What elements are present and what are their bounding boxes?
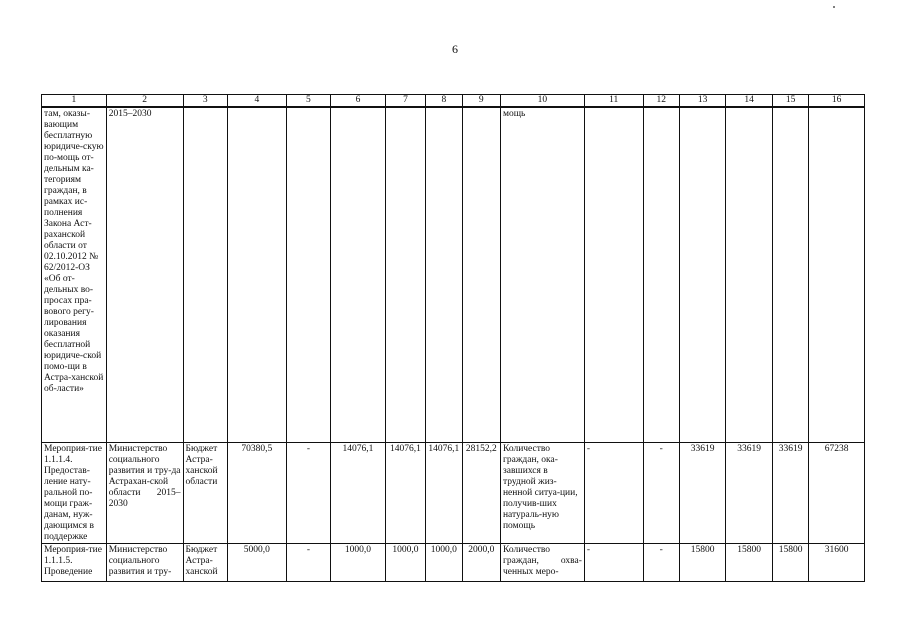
cell-measure: Мероприя-тие 1.1.1.5. Проведение — [42, 544, 107, 582]
cell-value: - — [643, 443, 679, 544]
column-header: 6 — [331, 95, 386, 108]
cell-source: Бюджет Астра-ханской области — [183, 443, 227, 544]
program-table — [41, 94, 865, 582]
cell-value: 15800 — [679, 544, 726, 582]
column-header: 7 — [385, 95, 425, 108]
column-header: 15 — [772, 95, 808, 108]
cell-value: 33619 — [772, 443, 808, 544]
cell-value: 1000,0 — [331, 544, 386, 582]
cell-value — [385, 107, 425, 443]
cell-value — [584, 107, 643, 443]
cell-executor: Министерство социального развития и тру- — [106, 544, 183, 582]
cell-value — [286, 107, 330, 443]
column-header: 2 — [106, 95, 183, 108]
cell-measure: там, оказы-вающим бесплатную юридиче-скую по-мощь от-дельным ка-тегориям граждан, в рамках ис-полнения Закона Аст-раханской области от 02.10.2012 № 62/2012-ОЗ «Об от-дельных во-просах пра-вового регу-лирования оказания бесплатной юридиче-ской помо-щи в Астра-ханской об-ласти» — [42, 107, 107, 443]
table-row — [42, 544, 865, 582]
column-header: 8 — [426, 95, 462, 108]
cell-value — [426, 107, 462, 443]
column-header: 13 — [679, 95, 726, 108]
column-header: 16 — [809, 95, 865, 108]
cell-value — [809, 107, 865, 443]
column-header: 12 — [643, 95, 679, 108]
cell-value: 1000,0 — [426, 544, 462, 582]
cell-value: 14076,1 — [331, 443, 386, 544]
cell-value: - — [286, 443, 330, 544]
cell-value — [462, 107, 500, 443]
cell-value: 31600 — [809, 544, 865, 582]
cell-value: 67238 — [809, 443, 865, 544]
page-number: 6 — [452, 42, 458, 56]
table-row — [42, 107, 865, 443]
cell-value: 14076,1 — [426, 443, 462, 544]
cell-indicator: Количество граждан, охва-ченных меро- — [500, 544, 584, 582]
cell-value — [643, 107, 679, 443]
cell-value: 1000,0 — [385, 544, 425, 582]
column-header: 5 — [286, 95, 330, 108]
cell-value: 70380,5 — [228, 443, 287, 544]
cell-value: 33619 — [679, 443, 726, 544]
cell-value: 14076,1 — [385, 443, 425, 544]
cell-value — [772, 107, 808, 443]
cell-value: 5000,0 — [228, 544, 287, 582]
corner-dot — [833, 6, 835, 8]
column-header: 14 — [726, 95, 773, 108]
column-header: 10 — [500, 95, 584, 108]
cell-value — [679, 107, 726, 443]
cell-value: - — [643, 544, 679, 582]
cell-indicator: мощь — [500, 107, 584, 443]
cell-value: 28152,2 — [462, 443, 500, 544]
cell-indicator: Количество граждан, ока-завшихся в трудной жиз-ненной ситуа-ции, получив-ших натураль-ную помощь — [500, 443, 584, 544]
cell-measure: Мероприя-тие 1.1.1.4. Предостав-ление нату-ральной по-мощи граж-данам, нуж-дающимся в поддержке — [42, 443, 107, 544]
cell-value: - — [584, 443, 643, 544]
cell-source — [183, 107, 227, 443]
column-header: 9 — [462, 95, 500, 108]
table-row — [42, 443, 865, 544]
cell-value: - — [584, 544, 643, 582]
cell-source: Бюджет Астра-ханской — [183, 544, 227, 582]
column-header: 11 — [584, 95, 643, 108]
cell-value — [726, 107, 773, 443]
cell-value: 33619 — [726, 443, 773, 544]
header-row — [42, 95, 865, 108]
column-header: 1 — [42, 95, 107, 108]
column-header: 4 — [228, 95, 287, 108]
cell-executor: 2015–2030 — [106, 107, 183, 443]
cell-value — [331, 107, 386, 443]
cell-executor: Министерство социального развития и тру-да Астрахан-ской области 2015–2030 — [106, 443, 183, 544]
cell-value: 15800 — [726, 544, 773, 582]
cell-value: - — [286, 544, 330, 582]
cell-value: 2000,0 — [462, 544, 500, 582]
cell-value — [228, 107, 287, 443]
column-header: 3 — [183, 95, 227, 108]
cell-value: 15800 — [772, 544, 808, 582]
